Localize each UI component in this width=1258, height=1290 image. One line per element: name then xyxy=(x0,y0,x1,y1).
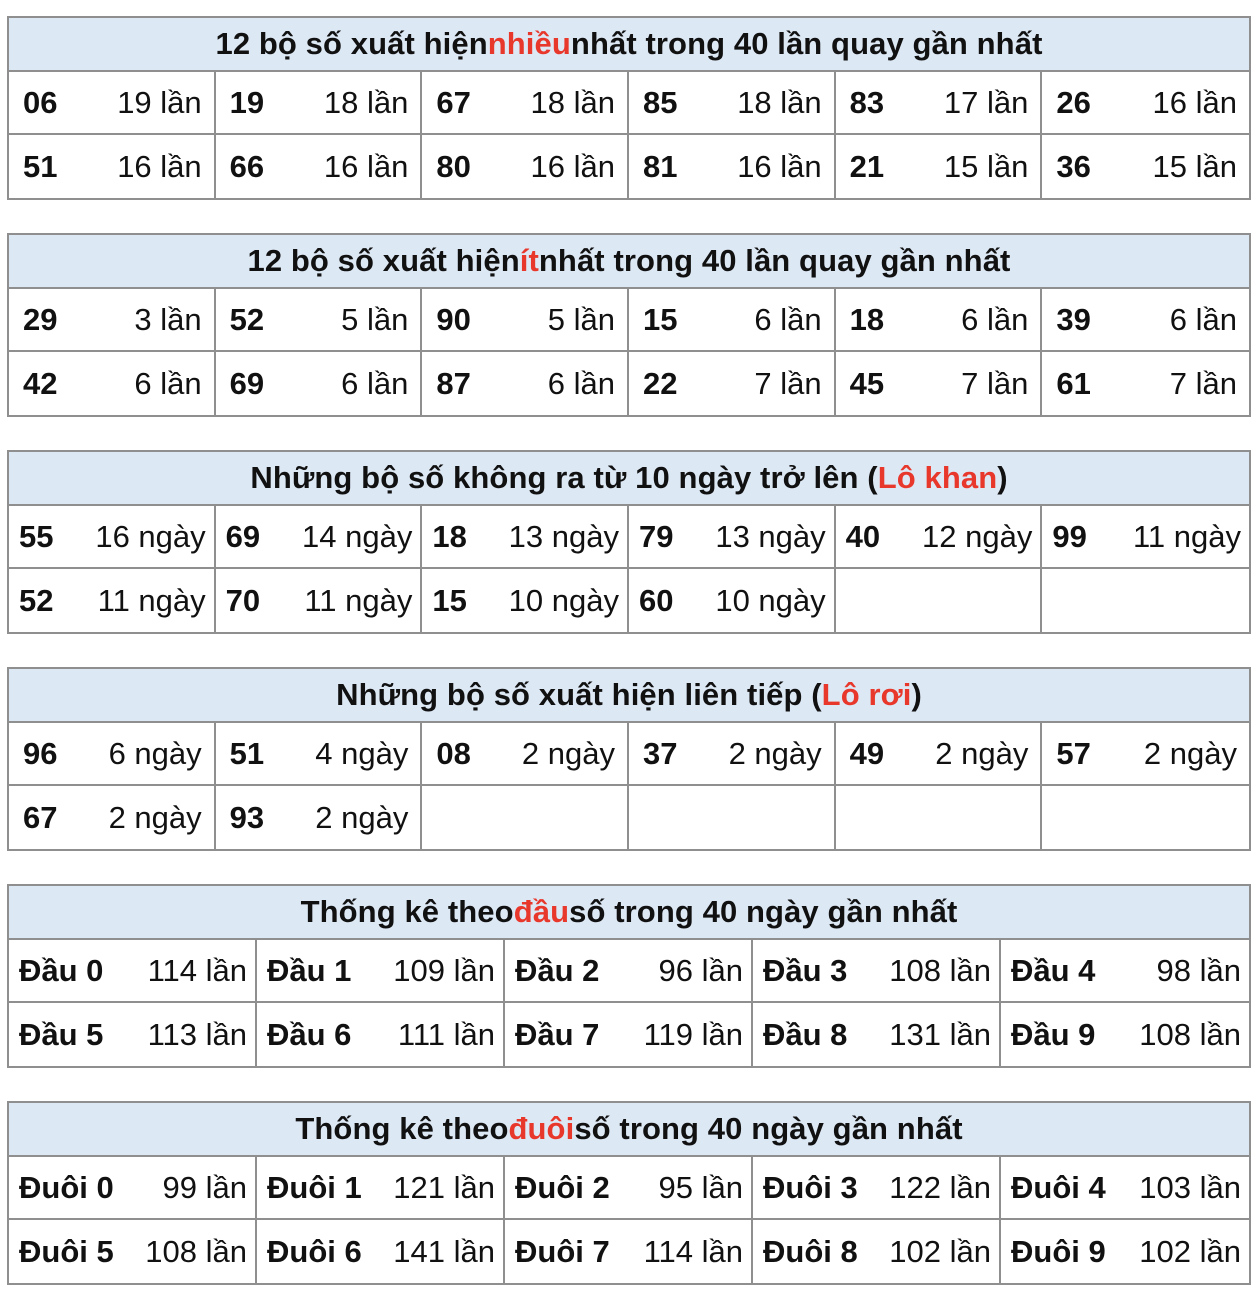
stat-value: 102 lần xyxy=(1139,1233,1241,1269)
stat-cell xyxy=(1042,786,1249,849)
stat-cell xyxy=(216,135,423,198)
stat-value: 141 lần xyxy=(393,1233,495,1269)
stat-value: 108 lần xyxy=(889,952,991,988)
stat-cell xyxy=(629,786,836,849)
stat-cell xyxy=(216,786,423,849)
stat-key: 67 xyxy=(23,799,58,835)
stat-key: Đầu 4 xyxy=(1011,952,1096,988)
stat-cell xyxy=(216,289,423,352)
stat-cell xyxy=(9,723,216,786)
stat-cell xyxy=(629,569,836,632)
section-title xyxy=(9,18,1249,72)
title-text: Những bộ số xuất hiện liên tiếp ( xyxy=(336,677,822,712)
stat-key: 06 xyxy=(23,84,58,120)
stats-grid xyxy=(9,506,1249,632)
stat-cell xyxy=(9,1003,257,1066)
stat-value: 10 ngày xyxy=(508,582,619,618)
title-highlight: đuôi xyxy=(508,1111,575,1146)
stat-value: 15 lần xyxy=(1152,148,1237,184)
stat-value: 102 lần xyxy=(889,1233,991,1269)
stat-value: 2 ngày xyxy=(935,735,1029,771)
stat-key: 99 xyxy=(1052,518,1087,554)
stat-cell xyxy=(1001,1003,1249,1066)
stat-value: 2 ngày xyxy=(1143,735,1237,771)
stat-cell xyxy=(753,940,1001,1003)
title-text: 12 bộ số xuất hiện xyxy=(215,26,488,61)
stat-cell xyxy=(1001,940,1249,1003)
lo-roi-table xyxy=(7,667,1251,851)
stat-value: 99 lần xyxy=(162,1169,247,1205)
section-title xyxy=(9,886,1249,940)
stat-cell xyxy=(1042,289,1249,352)
title-highlight: Lô rơi xyxy=(821,677,912,712)
stat-key: 83 xyxy=(849,84,885,120)
stat-cell xyxy=(629,506,836,569)
stat-key: 15 xyxy=(432,582,467,618)
title-highlight: Lô khan xyxy=(877,460,998,495)
stat-value: 16 lần xyxy=(530,148,615,184)
title-text: số trong 40 ngày gần nhất xyxy=(574,1111,963,1146)
stat-cell xyxy=(257,1003,505,1066)
stat-value: 121 lần xyxy=(393,1169,495,1205)
stat-value: 114 lần xyxy=(147,952,247,988)
stat-cell xyxy=(422,723,629,786)
stat-cell xyxy=(9,1157,257,1220)
stat-key: 96 xyxy=(23,735,58,771)
stat-value: 16 lần xyxy=(1152,84,1237,120)
stat-cell xyxy=(753,1003,1001,1066)
stat-cell xyxy=(422,352,629,415)
stat-cell xyxy=(753,1157,1001,1220)
duoi-stats-table xyxy=(7,1101,1251,1285)
title-text: Thống kê theo xyxy=(295,1111,509,1146)
stat-key: 42 xyxy=(23,365,58,401)
stat-value: 7 lần xyxy=(754,365,822,401)
stat-key: 52 xyxy=(229,301,265,337)
title-text: 12 bộ số xuất hiện xyxy=(247,243,520,278)
stat-value: 14 ngày xyxy=(302,518,413,554)
title-text: nhất trong 40 lần quay gần nhất xyxy=(570,26,1043,61)
stat-value: 103 lần xyxy=(1139,1169,1241,1205)
stat-value: 7 lần xyxy=(961,365,1029,401)
stat-value: 13 ngày xyxy=(715,518,826,554)
stat-value: 15 lần xyxy=(943,148,1029,184)
stat-key: 49 xyxy=(849,735,885,771)
stat-cell xyxy=(836,135,1043,198)
stat-cell xyxy=(1001,1220,1249,1283)
stat-value: 18 lần xyxy=(323,84,409,120)
stats-grid xyxy=(9,940,1249,1066)
stat-key: 18 xyxy=(849,301,885,337)
stat-cell xyxy=(629,72,836,135)
stat-key: Đuôi 8 xyxy=(763,1233,858,1269)
stat-key: Đuôi 6 xyxy=(267,1233,362,1269)
stat-value: 18 lần xyxy=(737,84,822,120)
stat-key: Đầu 9 xyxy=(1011,1016,1096,1052)
stat-cell xyxy=(836,569,1043,632)
stat-key: 85 xyxy=(643,84,678,120)
stat-key: Đuôi 5 xyxy=(19,1233,114,1269)
stat-key: Đầu 3 xyxy=(763,952,848,988)
stat-cell xyxy=(629,723,836,786)
stat-key: 40 xyxy=(845,518,881,554)
stat-value: 119 lần xyxy=(643,1016,743,1052)
stat-key: 37 xyxy=(643,735,678,771)
stat-value: 114 lần xyxy=(643,1233,743,1269)
stat-key: 66 xyxy=(229,148,265,184)
stat-value: 6 lần xyxy=(547,365,615,401)
title-highlight: đầu xyxy=(513,894,570,929)
stat-cell xyxy=(9,135,216,198)
stat-value: 17 lần xyxy=(943,84,1029,120)
stat-cell xyxy=(836,289,1043,352)
stat-key: Đầu 7 xyxy=(515,1016,600,1052)
section-title xyxy=(9,452,1249,506)
stat-cell xyxy=(1001,1157,1249,1220)
stat-cell xyxy=(836,352,1043,415)
stat-key: Đầu 2 xyxy=(515,952,600,988)
most-frequent-table xyxy=(7,16,1251,200)
stat-value: 19 lần xyxy=(117,84,202,120)
stat-key: Đầu 5 xyxy=(19,1016,104,1052)
stat-key: 79 xyxy=(639,518,674,554)
stat-cell xyxy=(216,723,423,786)
stat-cell xyxy=(422,506,629,569)
stat-cell xyxy=(1042,506,1249,569)
stat-cell xyxy=(9,786,216,849)
stat-value: 5 lần xyxy=(341,301,409,337)
stats-grid xyxy=(9,1157,1249,1283)
stat-cell xyxy=(505,1003,753,1066)
title-text: Thống kê theo xyxy=(300,894,514,929)
stat-cell xyxy=(9,569,216,632)
section-title xyxy=(9,669,1249,723)
stat-value: 11 ngày xyxy=(1132,518,1241,554)
stat-key: 81 xyxy=(643,148,678,184)
stat-value: 6 lần xyxy=(134,365,202,401)
stat-key: 19 xyxy=(229,84,265,120)
stat-value: 12 ngày xyxy=(922,518,1033,554)
stat-key: 36 xyxy=(1056,148,1091,184)
stat-value: 16 ngày xyxy=(95,518,206,554)
stat-value: 5 lần xyxy=(547,301,615,337)
stat-value: 2 ngày xyxy=(521,735,615,771)
stat-value: 7 lần xyxy=(1169,365,1237,401)
stat-cell xyxy=(257,1157,505,1220)
stat-cell xyxy=(629,352,836,415)
stat-value: 95 lần xyxy=(658,1169,743,1205)
stat-key: 67 xyxy=(436,84,471,120)
stat-cell xyxy=(216,569,423,632)
stat-value: 111 lần xyxy=(397,1016,495,1052)
stat-value: 4 ngày xyxy=(315,735,409,771)
stats-grid xyxy=(9,723,1249,849)
title-text: nhất trong 40 lần quay gần nhất xyxy=(538,243,1011,278)
stat-value: 6 lần xyxy=(961,301,1029,337)
stat-cell xyxy=(629,135,836,198)
title-text: ) xyxy=(997,460,1008,495)
stat-cell xyxy=(9,289,216,352)
stat-cell xyxy=(836,786,1043,849)
stat-cell xyxy=(1042,72,1249,135)
section-title xyxy=(9,1103,1249,1157)
stat-key: Đuôi 3 xyxy=(763,1169,858,1205)
stat-key: 52 xyxy=(19,582,54,618)
stat-cell xyxy=(505,1220,753,1283)
stat-key: 15 xyxy=(643,301,678,337)
stat-key: 60 xyxy=(639,582,674,618)
stat-key: Đuôi 1 xyxy=(267,1169,362,1205)
stat-key: 87 xyxy=(436,365,471,401)
stat-key: 29 xyxy=(23,301,58,337)
stat-cell xyxy=(216,352,423,415)
title-highlight: ít xyxy=(519,243,539,278)
stat-cell xyxy=(422,289,629,352)
stat-value: 11 ngày xyxy=(97,582,206,618)
stat-key: 90 xyxy=(436,301,471,337)
stat-key: 26 xyxy=(1056,84,1091,120)
stat-key: Đuôi 9 xyxy=(1011,1233,1106,1269)
title-text: ) xyxy=(911,677,922,712)
stat-value: 2 ngày xyxy=(315,799,409,835)
stat-cell xyxy=(9,352,216,415)
stat-cell xyxy=(836,72,1043,135)
stat-cell xyxy=(1042,352,1249,415)
stat-key: 55 xyxy=(19,518,54,554)
stat-key: Đầu 0 xyxy=(19,952,104,988)
stat-key: Đầu 6 xyxy=(267,1016,352,1052)
title-text: số trong 40 ngày gần nhất xyxy=(569,894,958,929)
stat-key: 57 xyxy=(1056,735,1091,771)
stat-cell xyxy=(753,1220,1001,1283)
stat-value: 6 lần xyxy=(341,365,409,401)
stat-cell xyxy=(9,1220,257,1283)
stat-value: 16 lần xyxy=(323,148,409,184)
stat-key: 61 xyxy=(1056,365,1091,401)
stat-cell xyxy=(422,135,629,198)
stat-cell xyxy=(836,723,1043,786)
stat-cell xyxy=(9,940,257,1003)
stat-cell xyxy=(422,72,629,135)
stats-grid xyxy=(9,289,1249,415)
stat-value: 96 lần xyxy=(658,952,743,988)
stat-cell xyxy=(422,786,629,849)
section-title xyxy=(9,235,1249,289)
stat-key: 08 xyxy=(436,735,471,771)
stat-value: 6 lần xyxy=(1169,301,1237,337)
stat-value: 18 lần xyxy=(530,84,615,120)
stat-key: 69 xyxy=(229,365,265,401)
stat-value: 2 ngày xyxy=(728,735,822,771)
stat-cell xyxy=(257,940,505,1003)
stat-value: 3 lần xyxy=(134,301,202,337)
stat-value: 2 ngày xyxy=(108,799,202,835)
stat-key: Đuôi 4 xyxy=(1011,1169,1106,1205)
stat-value: 10 ngày xyxy=(715,582,826,618)
stat-key: 45 xyxy=(849,365,885,401)
stat-cell xyxy=(1042,135,1249,198)
stat-value: 11 ngày xyxy=(304,582,413,618)
dau-stats-table xyxy=(7,884,1251,1068)
stat-key: 51 xyxy=(23,148,58,184)
title-highlight: nhiều xyxy=(487,26,571,61)
stat-value: 16 lần xyxy=(737,148,822,184)
stat-key: 18 xyxy=(432,518,467,554)
stat-key: 51 xyxy=(229,735,265,771)
stat-key: 80 xyxy=(436,148,471,184)
stat-value: 131 lần xyxy=(889,1016,991,1052)
stat-value: 6 ngày xyxy=(108,735,202,771)
stat-key: Đuôi 7 xyxy=(515,1233,610,1269)
stat-key: Đầu 8 xyxy=(763,1016,848,1052)
stat-cell xyxy=(505,940,753,1003)
stat-value: 6 lần xyxy=(754,301,822,337)
stat-value: 13 ngày xyxy=(508,518,619,554)
stat-key: 69 xyxy=(225,518,261,554)
lo-khan-table xyxy=(7,450,1251,634)
stat-cell xyxy=(422,569,629,632)
stat-value: 109 lần xyxy=(393,952,495,988)
stat-cell xyxy=(257,1220,505,1283)
stat-cell xyxy=(629,289,836,352)
stat-value: 108 lần xyxy=(145,1233,247,1269)
stat-key: 22 xyxy=(643,365,678,401)
stat-key: 21 xyxy=(849,148,885,184)
stat-cell xyxy=(216,506,423,569)
stats-grid xyxy=(9,72,1249,198)
stat-value: 122 lần xyxy=(889,1169,991,1205)
title-text: Những bộ số không ra từ 10 ngày trở lên ( xyxy=(250,460,878,495)
stat-key: Đầu 1 xyxy=(267,952,352,988)
stat-value: 98 lần xyxy=(1156,952,1241,988)
stat-value: 113 lần xyxy=(147,1016,247,1052)
stat-key: Đuôi 2 xyxy=(515,1169,610,1205)
least-frequent-table xyxy=(7,233,1251,417)
stat-key: 39 xyxy=(1056,301,1091,337)
stat-value: 108 lần xyxy=(1139,1016,1241,1052)
stat-cell xyxy=(1042,569,1249,632)
stat-value: 16 lần xyxy=(117,148,202,184)
stat-key: Đuôi 0 xyxy=(19,1169,114,1205)
stat-cell xyxy=(505,1157,753,1220)
stat-cell xyxy=(836,506,1043,569)
stat-cell xyxy=(1042,723,1249,786)
stat-cell xyxy=(9,506,216,569)
stat-cell xyxy=(9,72,216,135)
stat-cell xyxy=(216,72,423,135)
stat-key: 93 xyxy=(229,799,265,835)
stat-key: 70 xyxy=(225,582,261,618)
